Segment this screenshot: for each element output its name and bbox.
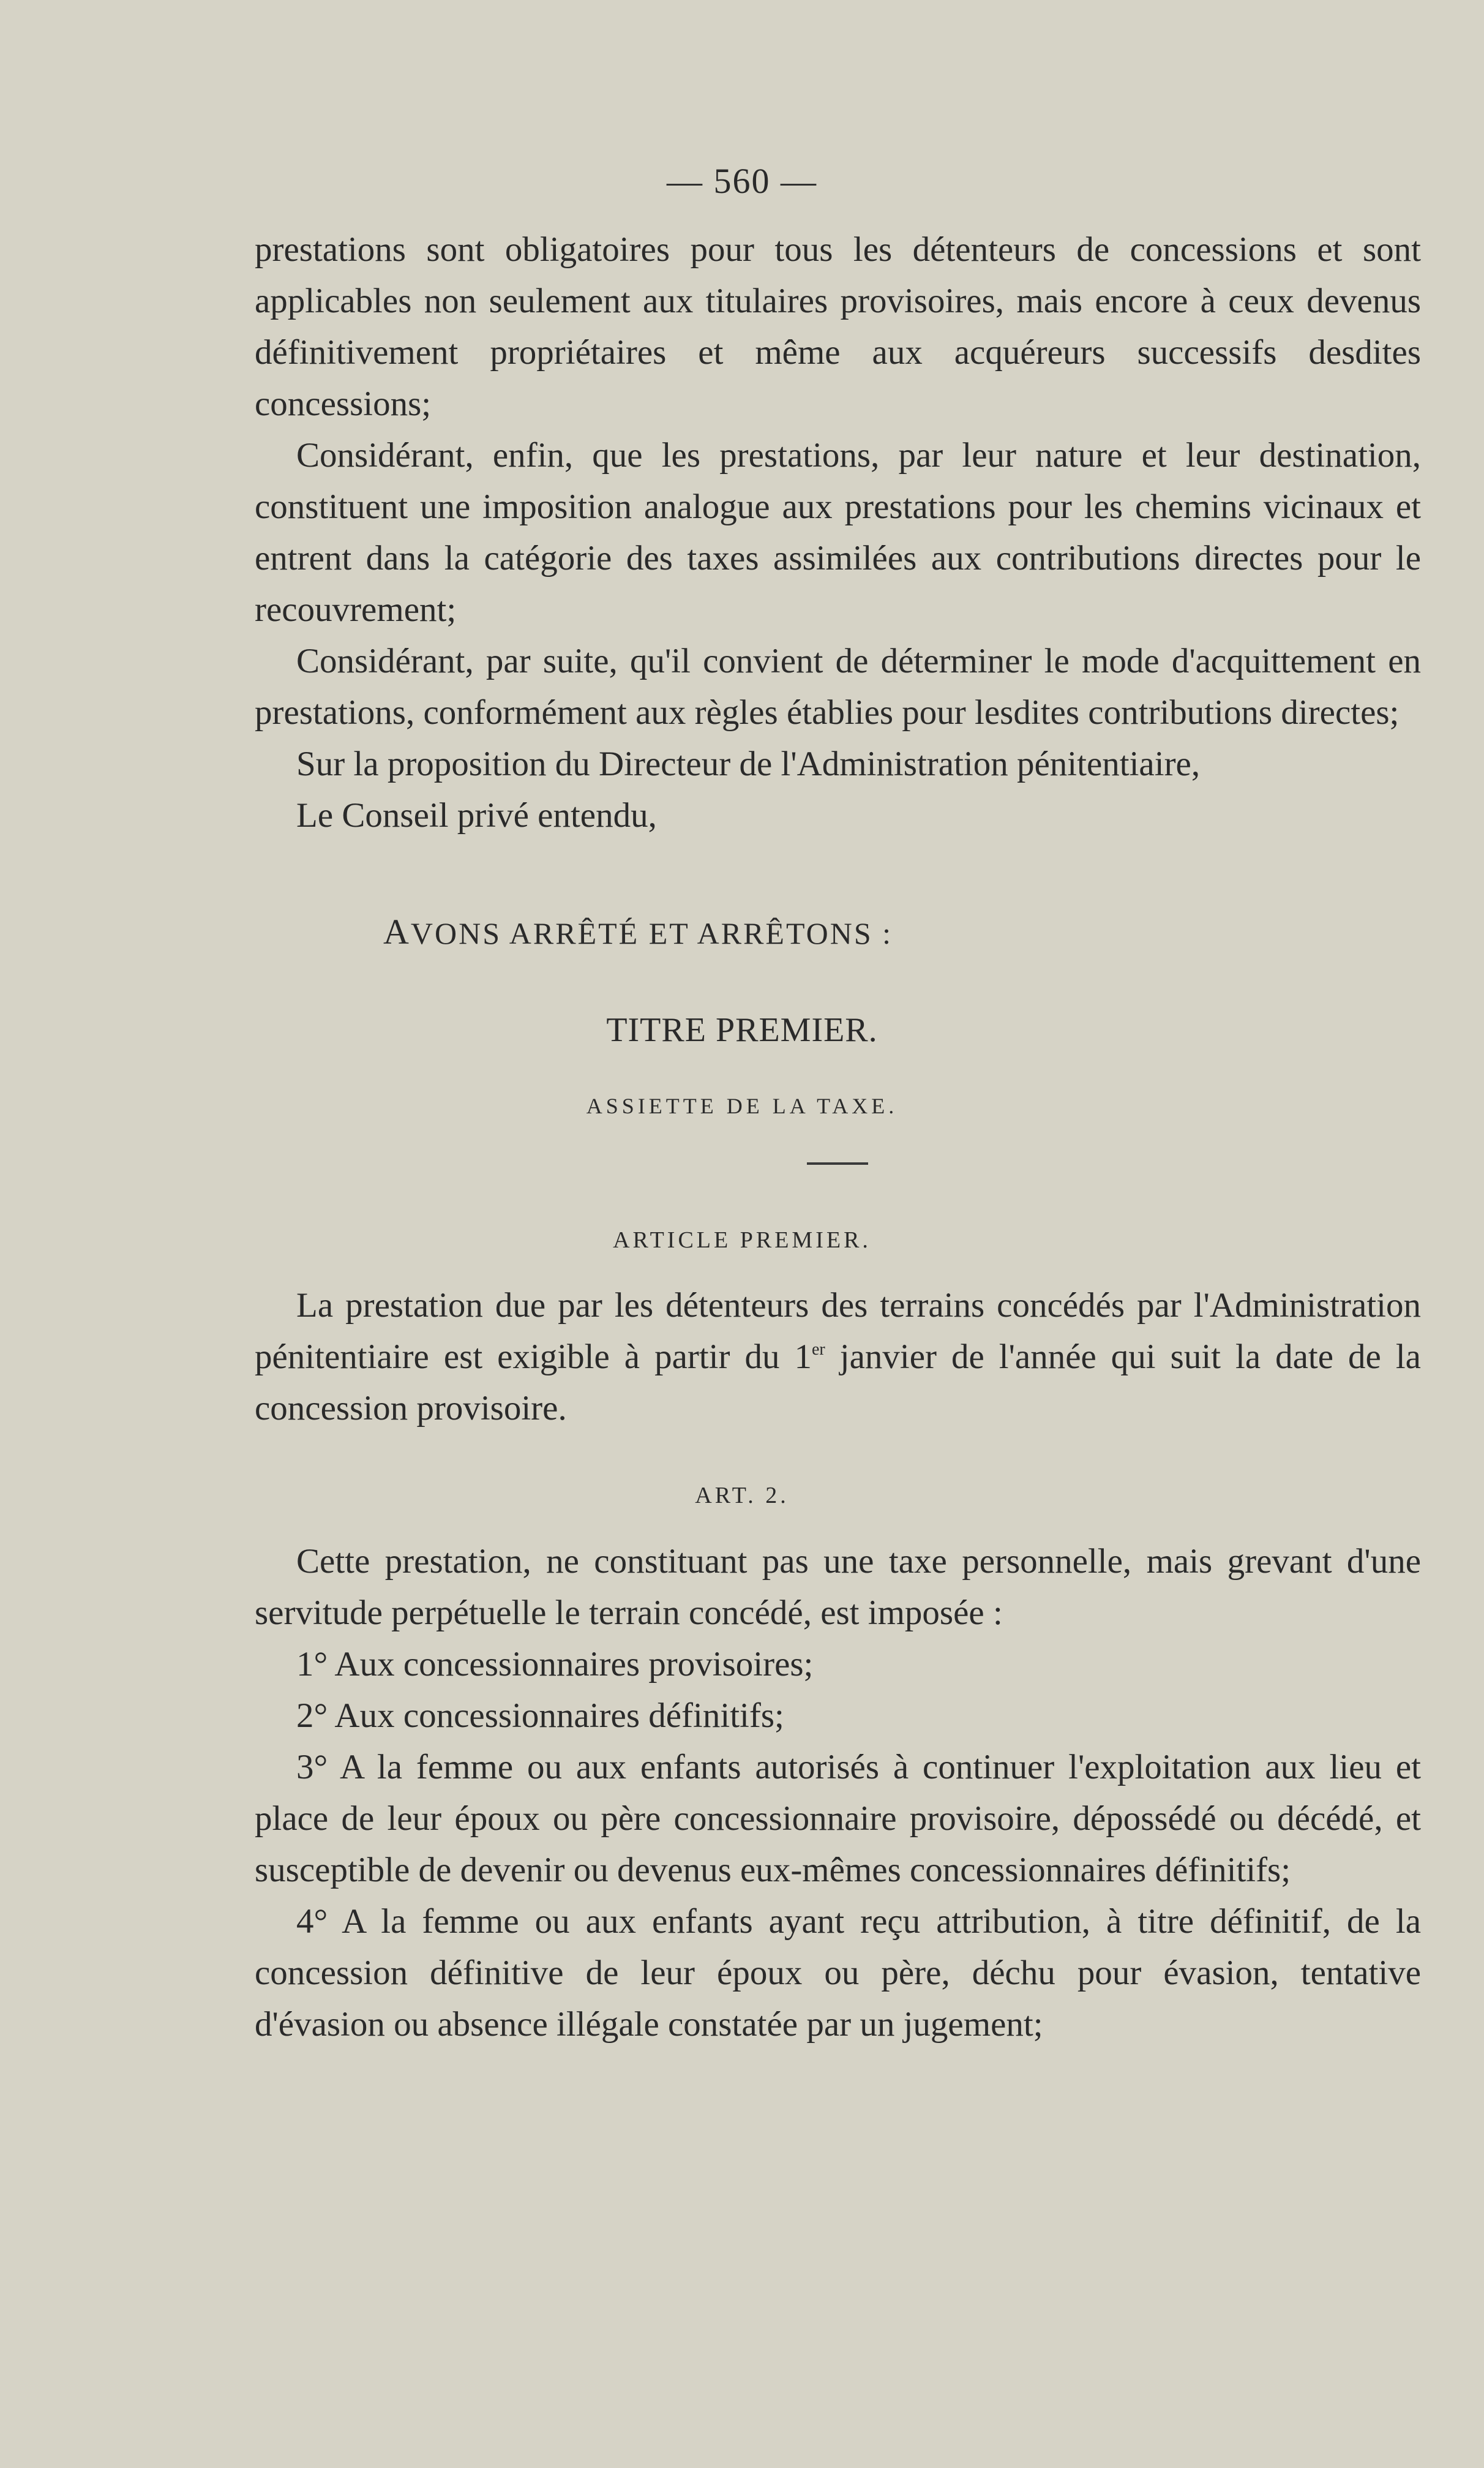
- decree-formula-initial: A: [383, 912, 411, 952]
- intro-paragraph-2: Considérant, enfin, que les prestations, par leur nature et leur destination, constituent une imposition analogue aux prestations pour les chemins vicinaux et entrent dans la catégorie des taxes assimilées aux contributions directes pour le recouvrement;: [255, 436, 1421, 629]
- intro-section: [255, 224, 1421, 841]
- decree-formula: [383, 911, 893, 952]
- article-1-paragraph: [255, 1280, 1421, 1434]
- decree-formula-rest: VONS ARRÊTÉ ET ARRÊTONS :: [410, 916, 893, 950]
- article-1-superscript: er: [812, 1340, 825, 1359]
- article-2-item-4: 4° A la femme ou aux enfants ayant reçu attribution, à titre définitif, de la concession définitive de leur époux ou père, déchu pour évasion, tentative d'évasion ou absence illégale constatée par un jugement;: [255, 1902, 1421, 2044]
- intro-paragraph-1: prestations sont obligatoires pour tous les détenteurs de concessions et sont applicables non seulement aux titulaires provisoires, mais encore à ceux devenus définitivement propriétaires et même aux acquéreurs successifs desdites concessions;: [255, 230, 1421, 423]
- section-subheading: ASSIETTE DE LA TAXE.: [586, 1094, 898, 1118]
- article-1-text-end: janvier de l'année qui suit la date de la concession provisoire.: [255, 1337, 1421, 1428]
- page-number: — 560 —: [667, 161, 817, 201]
- article-2-item-2: 2° Aux concessionnaires définitifs;: [296, 1696, 784, 1735]
- article-1-body: [255, 1280, 1421, 1434]
- article-2-paragraph-1: Cette prestation, ne constituant pas une taxe personnelle, mais grevant d'une servitude perpétuelle le terrain concédé, est imposée :: [255, 1542, 1421, 1632]
- intro-paragraph-5: Le Conseil privé entendu,: [296, 796, 657, 835]
- article-1-heading: ARTICLE PREMIER.: [613, 1227, 871, 1253]
- intro-paragraph-3: Considérant, par suite, qu'il convient de déterminer le mode d'acquittement en prestations, conformément aux règles établies pour lesdites contributions directes;: [255, 642, 1421, 732]
- article-2-item-3: 3° A la femme ou aux enfants autorisés à continuer l'exploitation aux lieu et place de leur époux ou père concessionnaire provisoire, dépossédé ou décédé, et susceptible de devenir ou devenus eux-mêmes concessionnaires définitifs;: [255, 1748, 1421, 1889]
- section-divider: [807, 1162, 868, 1165]
- article-2-body: [255, 1536, 1421, 2050]
- intro-paragraph-4: Sur la proposition du Directeur de l'Administration pénitentiaire,: [296, 745, 1201, 783]
- title-heading: TITRE PREMIER.: [606, 1011, 878, 1049]
- article-2-heading: ART. 2.: [695, 1483, 789, 1508]
- article-1-text-start: La prestation due par les détenteurs des terrains concédés par l'Administration pénitentiaire est exigible à partir du 1: [255, 1286, 1421, 1376]
- article-2-item-1: 1° Aux concessionnaires provisoires;: [296, 1645, 814, 1684]
